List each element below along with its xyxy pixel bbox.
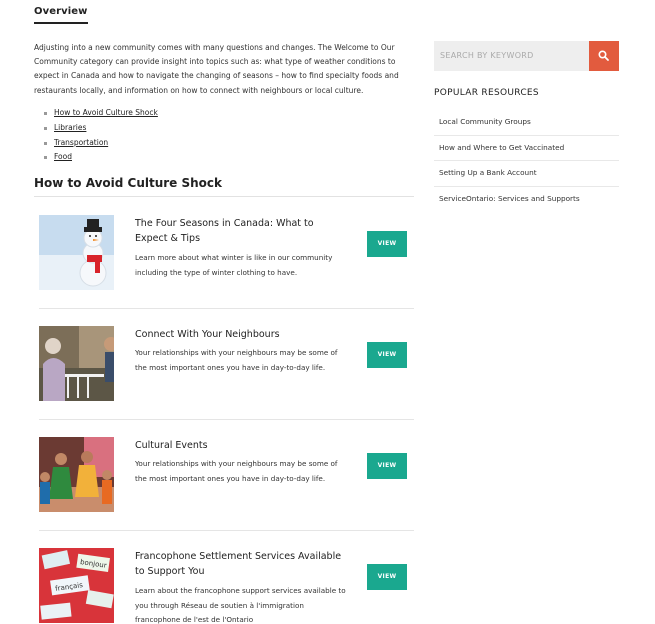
link-transportation[interactable]: Transportation bbox=[54, 137, 109, 147]
francophone-image bbox=[39, 548, 114, 623]
snowman-thumbnail[interactable] bbox=[39, 215, 114, 290]
card-description: Your relationships with your neighbours may be some of the most important ones you have in day-to-day life. bbox=[135, 459, 338, 483]
intro-text: Adjusting into a new community comes with many questions and changes. The Welcome to Our Community category can provide insight into topics such as: what type of weather conditions to expect in Canada and how to navigate the changing of seasons – how to find specialty foods and restaurants locally, and information on how to connect with neighbours or local culture. bbox=[34, 43, 399, 95]
card-title[interactable]: Francophone Settlement Services Available to Support You bbox=[135, 551, 342, 577]
resource-card-seasons bbox=[39, 215, 414, 315]
card-title[interactable]: Connect With Your Neighbours bbox=[135, 329, 280, 340]
section-title: How to Avoid Culture Shock bbox=[34, 176, 223, 190]
resource-link-serviceontario[interactable]: ServiceOntario: Services and Supports bbox=[439, 193, 580, 203]
resource-card-francophone bbox=[39, 548, 414, 624]
neighbours-image bbox=[39, 326, 114, 401]
neighbours-thumbnail[interactable] bbox=[39, 326, 114, 401]
card-divider bbox=[39, 419, 414, 420]
section-divider bbox=[34, 196, 414, 197]
list-item bbox=[44, 106, 158, 121]
card-title[interactable]: Cultural Events bbox=[135, 440, 208, 451]
tab-overview[interactable]: Overview bbox=[34, 6, 88, 24]
snowman-image bbox=[39, 215, 114, 290]
view-button-seasons[interactable]: VIEW bbox=[367, 231, 407, 257]
cultural-events-image bbox=[39, 437, 114, 512]
link-food[interactable]: Food bbox=[54, 152, 72, 162]
topic-links bbox=[44, 106, 158, 165]
resource-card-neighbours bbox=[39, 326, 414, 426]
resource-card-cultural-events bbox=[39, 437, 414, 537]
view-button-francophone[interactable]: VIEW bbox=[367, 564, 407, 590]
thumb-word-bonjour: bonjour bbox=[79, 558, 108, 570]
card-description: Your relationships with your neighbours may be some of the most important ones you have in day-to-day life. bbox=[135, 348, 338, 372]
resource-link-vaccinated[interactable]: How and Where to Get Vaccinated bbox=[434, 136, 619, 162]
search-button[interactable] bbox=[589, 41, 619, 71]
card-title[interactable]: The Four Seasons in Canada: What to Expect & Tips bbox=[135, 218, 314, 244]
card-description: Learn more about what winter is like in our community including the type of winter clothing to have. bbox=[135, 253, 333, 277]
card-description: Learn about the francophone support services available to you through Réseau de soutien à l'immigration francophone de l'est de l'Ontario bbox=[135, 586, 346, 624]
search-icon bbox=[589, 41, 619, 71]
cultural-events-thumbnail[interactable] bbox=[39, 437, 114, 512]
card-divider bbox=[39, 308, 414, 309]
popular-resources-list bbox=[434, 110, 619, 212]
link-libraries[interactable]: Libraries bbox=[54, 122, 87, 132]
resource-link-community-groups[interactable]: Local Community Groups bbox=[434, 110, 619, 136]
list-item bbox=[44, 136, 158, 151]
view-button-cultural-events[interactable]: VIEW bbox=[367, 453, 407, 479]
card-divider bbox=[39, 530, 414, 531]
resource-link-bank-account[interactable]: Setting Up a Bank Account bbox=[434, 161, 619, 187]
list-item bbox=[44, 121, 158, 136]
francophone-thumbnail[interactable] bbox=[39, 548, 114, 623]
search-input[interactable]: SEARCH BY KEYWORD bbox=[434, 41, 589, 71]
thumb-word-francais: français bbox=[54, 581, 84, 593]
list-item bbox=[44, 150, 158, 165]
view-button-neighbours[interactable]: VIEW bbox=[367, 342, 407, 368]
link-culture-shock[interactable]: How to Avoid Culture Shock bbox=[54, 108, 158, 117]
popular-resources-title: POPULAR RESOURCES bbox=[434, 88, 539, 98]
